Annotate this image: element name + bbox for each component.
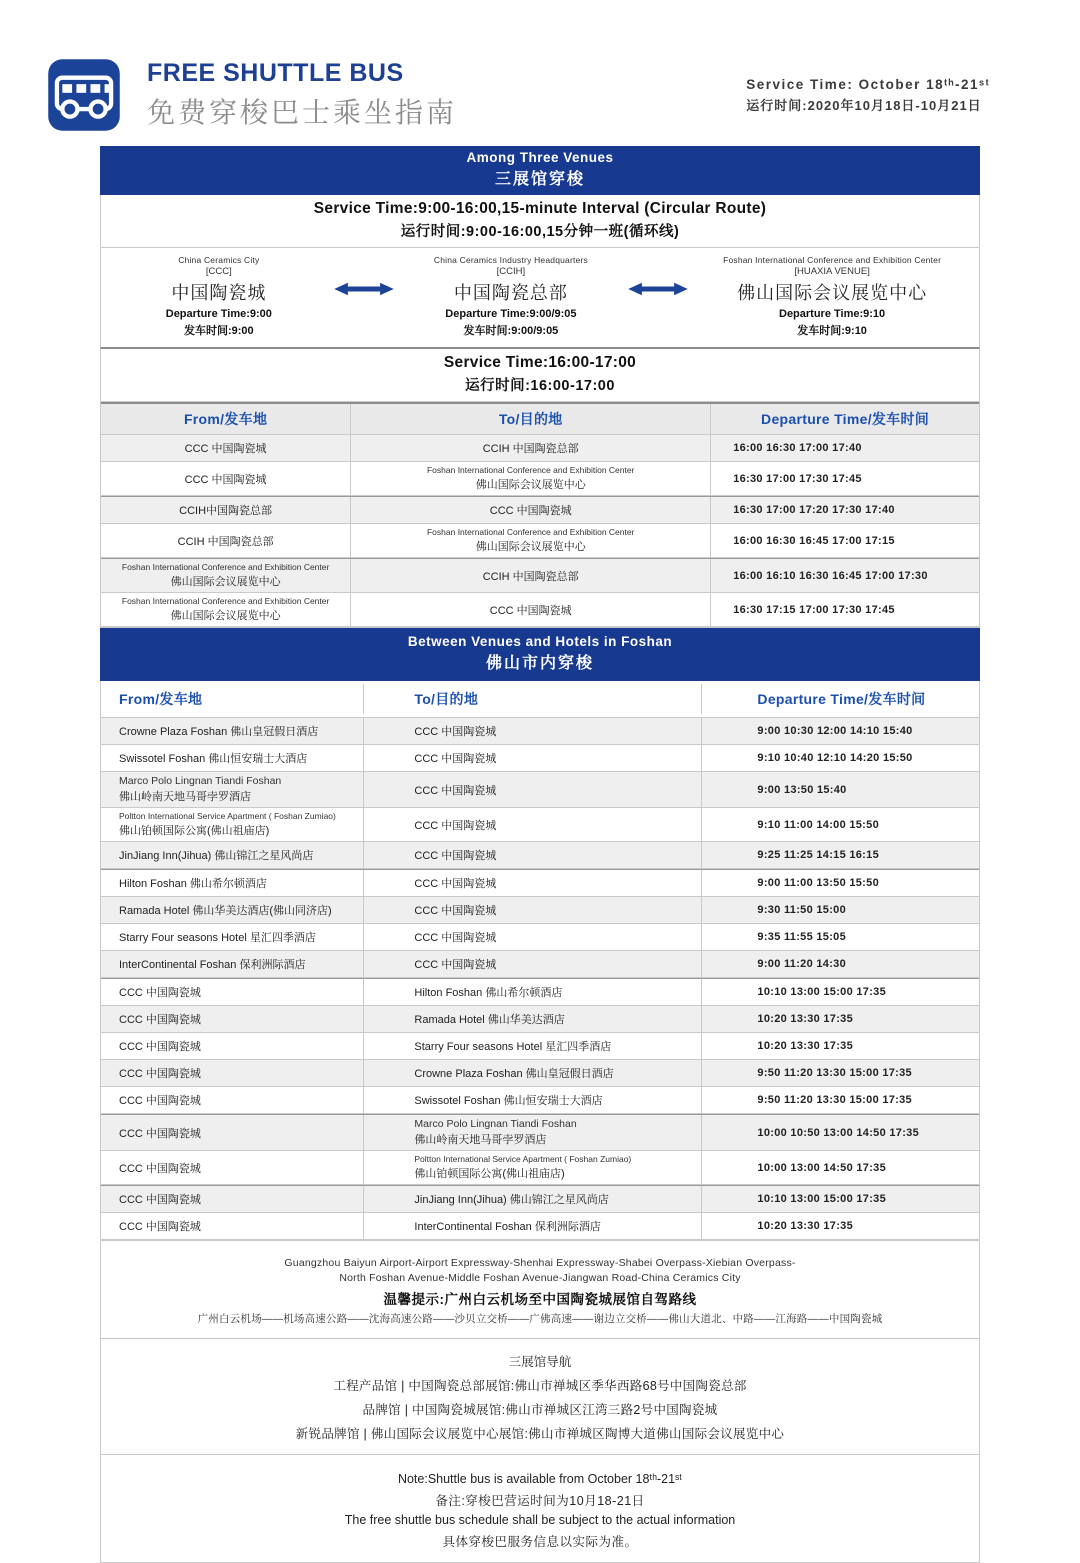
service-time-en: Service Time: October 18ᵗʰ-21ˢᵗ: [746, 76, 990, 92]
to-text: CCC 中国陶瓷城: [414, 726, 497, 738]
page-title: FREE SHUTTLE BUS: [147, 59, 404, 87]
to-cell: [364, 745, 702, 771]
time-cell: [702, 1006, 979, 1032]
time-cell: [702, 1033, 979, 1059]
header-time-label: Departure Time/发车时间: [757, 691, 926, 707]
venue-name-en: China Ceramics City: [178, 255, 260, 265]
table-row: [101, 1033, 979, 1060]
time-text: 9:00 11:20 14:30: [757, 958, 846, 970]
venues-schedule-table: [100, 402, 980, 628]
table-row: [101, 718, 979, 745]
time-text: 10:20 13:30 17:35: [757, 1013, 854, 1025]
to-text: Foshan International Conference and Exhibition Center: [426, 465, 635, 475]
to-text: Foshan International Conference and Exhibition Center: [426, 527, 635, 537]
table-row: [101, 924, 979, 951]
time-cell: [711, 593, 979, 626]
time-text: 9:00 11:00 13:50 15:50: [757, 877, 879, 889]
note-en-line2: The free shuttle bus schedule shall be subject to the actual information: [344, 1513, 736, 1527]
service-window-morning: [100, 195, 980, 248]
to-cell: [364, 897, 702, 923]
from-text: CCIH中国陶瓷总部: [179, 505, 273, 517]
from-cell: [101, 524, 351, 557]
to-text: InterContinental Foshan 保利洲际酒店: [414, 1221, 601, 1233]
from-text: CCC 中国陶瓷城: [119, 1095, 201, 1107]
from-text: CCC 中国陶瓷城: [119, 987, 201, 999]
time-text: 10:00 13:00 14:50 17:35: [757, 1161, 887, 1174]
table-row: [101, 1151, 979, 1185]
header-to-label: To/目的地: [414, 691, 479, 707]
to-cell: [351, 559, 711, 592]
time-text: 9:00 10:30 12:00 14:10 15:40: [757, 725, 913, 737]
from-text-cn: 佛山铂顿国际公寓(佛山祖庙店): [119, 825, 270, 837]
table-row: [101, 808, 979, 842]
table-body: [101, 718, 979, 1240]
banner-text-en: Among Three Venues: [466, 150, 614, 165]
time-text: 9:30 11:50 15:00: [757, 904, 846, 916]
time-text: 16:30 17:00 17:30 17:45: [733, 472, 862, 485]
to-text: Hilton Foshan 佛山希尔顿酒店: [414, 987, 563, 999]
from-text: CCC 中国陶瓷城: [184, 473, 267, 486]
to-cell: [351, 462, 711, 495]
from-cell: [101, 842, 364, 868]
from-text: Foshan International Conference and Exhibition Center: [121, 562, 330, 572]
time-text: 10:10 13:00 15:00 17:35: [757, 986, 887, 998]
time-cell: [702, 979, 979, 1005]
from-cell: [101, 718, 364, 744]
time-cell: [702, 718, 979, 744]
venue-departure-en: Departure Time:9:00/9:05: [445, 308, 577, 320]
venue-code: [HUAXIA VENUE]: [794, 266, 870, 277]
venue-name-cn: 佛山国际会议展览中心: [737, 283, 928, 303]
table-row: [101, 842, 979, 869]
venue-name-cn: 中国陶瓷城: [171, 283, 267, 303]
from-text: CCC 中国陶瓷城: [119, 1127, 201, 1140]
time-cell: [711, 497, 979, 523]
from-cell: [101, 462, 351, 495]
table-row: [101, 1006, 979, 1033]
from-cell: [101, 897, 364, 923]
table-row: [101, 951, 979, 978]
time-cell: [702, 1213, 979, 1239]
nav-line: 工程产品馆 | 中国陶瓷总部展馆:佛山市禅城区季华西路68号中国陶瓷总部: [333, 1379, 747, 1393]
table-row: [101, 435, 979, 462]
to-cell: [364, 772, 702, 807]
service-text-en: Service Time:9:00-16:00,15-minute Interval (Circular Route): [313, 200, 767, 217]
from-cell: [101, 924, 364, 950]
table-row: [101, 1185, 979, 1213]
to-text-cn: 佛山国际会议展览中心: [475, 479, 586, 491]
to-text: CCC 中国陶瓷城: [414, 932, 497, 944]
venue-name-cn: 中国陶瓷总部: [453, 283, 568, 303]
to-cell: [364, 870, 702, 896]
page-subtitle: 免费穿梭巴士乘坐指南: [147, 97, 458, 128]
from-cell: [101, 745, 364, 771]
from-cell: [101, 1213, 364, 1239]
to-cell: [351, 497, 711, 523]
table-row: [101, 462, 979, 496]
time-cell: [702, 1115, 979, 1150]
from-text: Hilton Foshan 佛山希尔顿酒店: [119, 878, 267, 890]
venue-departure-en: Departure Time:9:00: [165, 308, 272, 320]
from-text: Poltton International Service Apartment ( Foshan Zumiao): [119, 811, 336, 821]
table-body: [101, 435, 979, 627]
nav-line: 新锐品牌馆 | 佛山国际会议展览中心展馆:佛山市禅城区陶博大道佛山国际会议展览中心: [295, 1427, 785, 1441]
to-text: Ramada Hotel 佛山华美达酒店: [414, 1014, 565, 1026]
double-arrow-icon: [333, 281, 395, 297]
note-cn-line2: 具体穿梭巴服务信息以实际为准。: [442, 1535, 638, 1549]
venue-huaxia: [689, 255, 975, 338]
venue-code: [CCC]: [205, 266, 232, 277]
to-cell: [364, 1060, 702, 1086]
time-cell: [702, 1060, 979, 1086]
banner-venues-hotels: [100, 628, 980, 681]
nav-title: 三展馆导航: [508, 1355, 572, 1369]
venue-departure-cn: 发车时间:9:00/9:05: [463, 325, 559, 337]
bus-icon: [45, 56, 123, 134]
header-from-label: From/发车地: [183, 411, 268, 427]
to-text: CCIH 中国陶瓷总部: [482, 443, 579, 455]
table-row: [101, 558, 979, 593]
from-cell: [101, 1060, 364, 1086]
to-text: Swissotel Foshan 佛山恒安瑞士大酒店: [414, 1095, 603, 1107]
from-text: CCC 中国陶瓷城: [184, 443, 267, 455]
from-text-cn: 佛山岭南天地马哥孛罗酒店: [119, 791, 251, 803]
from-text: CCC 中国陶瓷城: [119, 1221, 201, 1233]
table-row: [101, 524, 979, 558]
time-text: 16:00 16:30 17:00 17:40: [733, 442, 862, 454]
to-cell: [364, 1087, 702, 1113]
from-cell: [101, 772, 364, 807]
venue-ccc: [105, 255, 333, 338]
to-text: CCC 中国陶瓷城: [414, 784, 497, 797]
venues-strip: [100, 248, 980, 349]
time-text: 10:20 13:30 17:35: [757, 1220, 854, 1232]
from-cell: [101, 1087, 364, 1113]
from-cell: [101, 1033, 364, 1059]
time-cell: [702, 1087, 979, 1113]
header-to: [364, 684, 702, 714]
to-text: Crowne Plaza Foshan 佛山皇冠假日酒店: [414, 1068, 614, 1080]
to-text: CCC 中国陶瓷城: [414, 905, 497, 917]
to-cell: [364, 1151, 702, 1184]
table-row: [101, 869, 979, 897]
time-cell: [711, 559, 979, 592]
from-text: Ramada Hotel 佛山华美达酒店(佛山同济店): [119, 905, 332, 917]
time-text: 16:00 16:30 16:45 17:00 17:15: [733, 534, 895, 547]
to-text: CCC 中国陶瓷城: [414, 819, 497, 832]
table-row: [101, 1087, 979, 1114]
table-row: [101, 1060, 979, 1087]
service-window-evening: [100, 349, 980, 402]
to-text-cn: 佛山岭南天地马哥孛罗酒店: [414, 1134, 547, 1146]
from-text: CCC 中国陶瓷城: [119, 1194, 201, 1206]
from-cell: [101, 808, 364, 841]
from-text: InterContinental Foshan 保利洲际酒店: [119, 959, 306, 971]
from-text-cn: 佛山国际会议展览中心: [170, 576, 281, 588]
to-text: CCC 中国陶瓷城: [414, 850, 497, 862]
to-text: CCC 中国陶瓷城: [489, 604, 572, 617]
table-row: [101, 1213, 979, 1240]
to-cell: [364, 842, 702, 868]
banner-text-en: Between Venues and Hotels in Foshan: [407, 634, 673, 649]
time-text: 16:30 17:15 17:00 17:30 17:45: [733, 603, 895, 616]
route-en-line1: Guangzhou Baiyun Airport-Airport Expressway-Shenhai Expressway-Shabei Overpass-Xiebian Overpass-: [284, 1257, 796, 1269]
time-text: 9:35 11:55 15:05: [757, 931, 846, 943]
venue-departure-cn: 发车时间:9:00: [183, 325, 254, 337]
to-text: JinJiang Inn(Jihua) 佛山锦江之星风尚店: [414, 1194, 609, 1206]
driving-route-box: [100, 1241, 980, 1339]
to-text: CCC 中国陶瓷城: [414, 753, 497, 765]
time-text: 9:50 11:20 13:30 15:00 17:35: [757, 1094, 912, 1106]
venue-name-en: China Ceramics Industry Headquarters: [433, 255, 588, 265]
venue-departure-en: Departure Time:9:10: [779, 308, 886, 320]
from-text: Crowne Plaza Foshan 佛山皇冠假日酒店: [119, 726, 319, 738]
banner-text-cn: 三展馆穿梭: [494, 171, 585, 188]
double-arrow-icon: [627, 281, 689, 297]
time-cell: [702, 1186, 979, 1212]
from-cell: [101, 1186, 364, 1212]
page-header: [0, 0, 1080, 144]
from-text-cn: 佛山国际会议展览中心: [170, 610, 281, 622]
from-text: CCC 中国陶瓷城: [119, 1041, 201, 1053]
to-text: Starry Four seasons Hotel 星汇四季酒店: [414, 1041, 612, 1053]
hotels-schedule-table: [100, 681, 980, 1241]
to-cell: [351, 593, 711, 626]
from-text: JinJiang Inn(Jihua) 佛山锦江之星风尚店: [119, 850, 314, 862]
table-row: [101, 772, 979, 808]
table-row: [101, 897, 979, 924]
time-cell: [702, 924, 979, 950]
time-cell: [702, 870, 979, 896]
to-cell: [364, 1033, 702, 1059]
from-text: Starry Four seasons Hotel 星汇四季酒店: [119, 932, 316, 944]
table-row: [101, 1114, 979, 1151]
banner-text-cn: 佛山市内穿梭: [485, 655, 594, 672]
venues-navigation-box: [100, 1339, 980, 1455]
venue-name-en: Foshan International Conference and Exhibition Center: [723, 255, 942, 265]
to-cell: [364, 979, 702, 1005]
time-text: 10:00 10:50 13:00 14:50 17:35: [757, 1126, 919, 1139]
time-cell: [702, 842, 979, 868]
header-from: [101, 684, 364, 714]
from-text: CCC 中国陶瓷城: [119, 1162, 201, 1175]
note-cn-line1: 备注:穿梭巴营运时间为10月18-21日: [435, 1494, 645, 1508]
header-time: [702, 684, 979, 714]
to-text: CCC 中国陶瓷城: [414, 959, 497, 971]
time-text: 10:20 13:30 17:35: [757, 1040, 854, 1052]
venue-ccih: [395, 255, 628, 338]
header-time-label: Departure Time/发车时间: [761, 411, 930, 427]
from-cell: [101, 593, 351, 626]
to-cell: [364, 951, 702, 977]
header-time: [711, 404, 979, 434]
from-text: Foshan International Conference and Exhibition Center: [121, 596, 330, 606]
time-cell: [702, 808, 979, 841]
to-cell: [364, 1213, 702, 1239]
to-text: CCC 中国陶瓷城: [489, 505, 572, 517]
time-text: 9:10 11:00 14:00 15:50: [757, 818, 879, 831]
venue-code: [CCIH]: [496, 266, 526, 277]
time-text: 16:00 16:10 16:30 16:45 17:00 17:30: [733, 569, 928, 582]
to-text: Poltton International Service Apartment ( Foshan Zumiao): [414, 1154, 632, 1164]
from-cell: [101, 870, 364, 896]
table-row: [101, 593, 979, 627]
table-header-row: [101, 402, 979, 435]
header-to: [351, 404, 711, 434]
time-text: 9:25 11:25 14:15 16:15: [757, 849, 879, 861]
to-cell: [364, 1186, 702, 1212]
table-row: [101, 745, 979, 772]
time-cell: [702, 951, 979, 977]
time-text: 9:10 10:40 12:10 14:20 15:50: [757, 752, 913, 764]
route-tip-cn: 温馨提示:广州白云机场至中国陶瓷城展馆自驾路线: [383, 1292, 697, 1307]
service-time-cn: 运行时间:2020年10月18日-10月21日: [746, 97, 982, 113]
route-en-line2: North Foshan Avenue-Middle Foshan Avenue-Jiangwan Road-China Ceramics City: [339, 1272, 741, 1284]
time-cell: [702, 897, 979, 923]
to-text-cn: 佛山铂顿国际公寓(佛山祖庙店): [414, 1168, 565, 1180]
to-cell: [364, 718, 702, 744]
content: [100, 146, 980, 1563]
from-cell: [101, 1006, 364, 1032]
to-cell: [364, 1006, 702, 1032]
time-text: 9:00 13:50 15:40: [757, 783, 847, 796]
to-cell: [364, 1115, 702, 1150]
from-text: CCC 中国陶瓷城: [119, 1014, 201, 1026]
to-text: CCIH 中国陶瓷总部: [482, 570, 579, 583]
to-cell: [351, 435, 711, 461]
to-cell: [364, 808, 702, 841]
time-cell: [711, 435, 979, 461]
from-cell: [101, 435, 351, 461]
time-cell: [702, 772, 979, 807]
from-cell: [101, 1151, 364, 1184]
from-text: Swissotel Foshan 佛山恒安瑞士大酒店: [119, 753, 308, 765]
time-cell: [702, 1151, 979, 1184]
nav-line: 品牌馆 | 中国陶瓷城展馆:佛山市禅城区江湾三路2号中国陶瓷城: [362, 1403, 718, 1417]
from-cell: [101, 979, 364, 1005]
header-to-label: To/目的地: [498, 411, 563, 427]
from-cell: [101, 951, 364, 977]
table-row: [101, 496, 979, 524]
note-box: [100, 1455, 980, 1563]
note-en-line1: Note:Shuttle bus is available from October 18ᵗʰ-21ˢᵗ: [397, 1472, 683, 1486]
service-text-en: Service Time:16:00-17:00: [443, 354, 637, 371]
from-text: CCC 中国陶瓷城: [119, 1068, 201, 1080]
header-from: [101, 404, 351, 434]
to-cell: [364, 924, 702, 950]
banner-among-three-venues: [100, 146, 980, 195]
to-text-cn: 佛山国际会议展览中心: [475, 541, 586, 553]
from-cell: [101, 1115, 364, 1150]
service-time-note: [746, 77, 990, 114]
to-cell: [351, 524, 711, 557]
to-text: Marco Polo Lingnan Tiandi Foshan: [414, 1118, 577, 1130]
from-text: Marco Polo Lingnan Tiandi Foshan: [119, 775, 282, 787]
to-text: CCC 中国陶瓷城: [414, 878, 497, 890]
from-text: CCIH 中国陶瓷总部: [177, 535, 274, 548]
time-cell: [711, 524, 979, 557]
service-text-cn: 运行时间:16:00-17:00: [465, 378, 615, 394]
table-header-row: [101, 681, 979, 718]
time-cell: [702, 745, 979, 771]
time-text: 9:50 11:20 13:30 15:00 17:35: [757, 1067, 912, 1079]
title-block: [147, 59, 457, 131]
service-text-cn: 运行时间:9:00-16:00,15分钟一班(循环线): [400, 224, 680, 240]
venue-departure-cn: 发车时间:9:10: [797, 325, 867, 337]
table-row: [101, 978, 979, 1006]
time-cell: [711, 462, 979, 495]
time-text: 10:10 13:00 15:00 17:35: [757, 1193, 887, 1205]
route-cn-line: 广州白云机场——机场高速公路——沈海高速公路——沙贝立交桥——广佛高速——谢边立交桥——佛山大道北、中路——江海路——中国陶瓷城: [197, 1313, 883, 1325]
from-cell: [101, 497, 351, 523]
header-from-label: From/发车地: [119, 691, 203, 707]
time-text: 16:30 17:00 17:20 17:30 17:40: [733, 504, 895, 516]
from-cell: [101, 559, 351, 592]
